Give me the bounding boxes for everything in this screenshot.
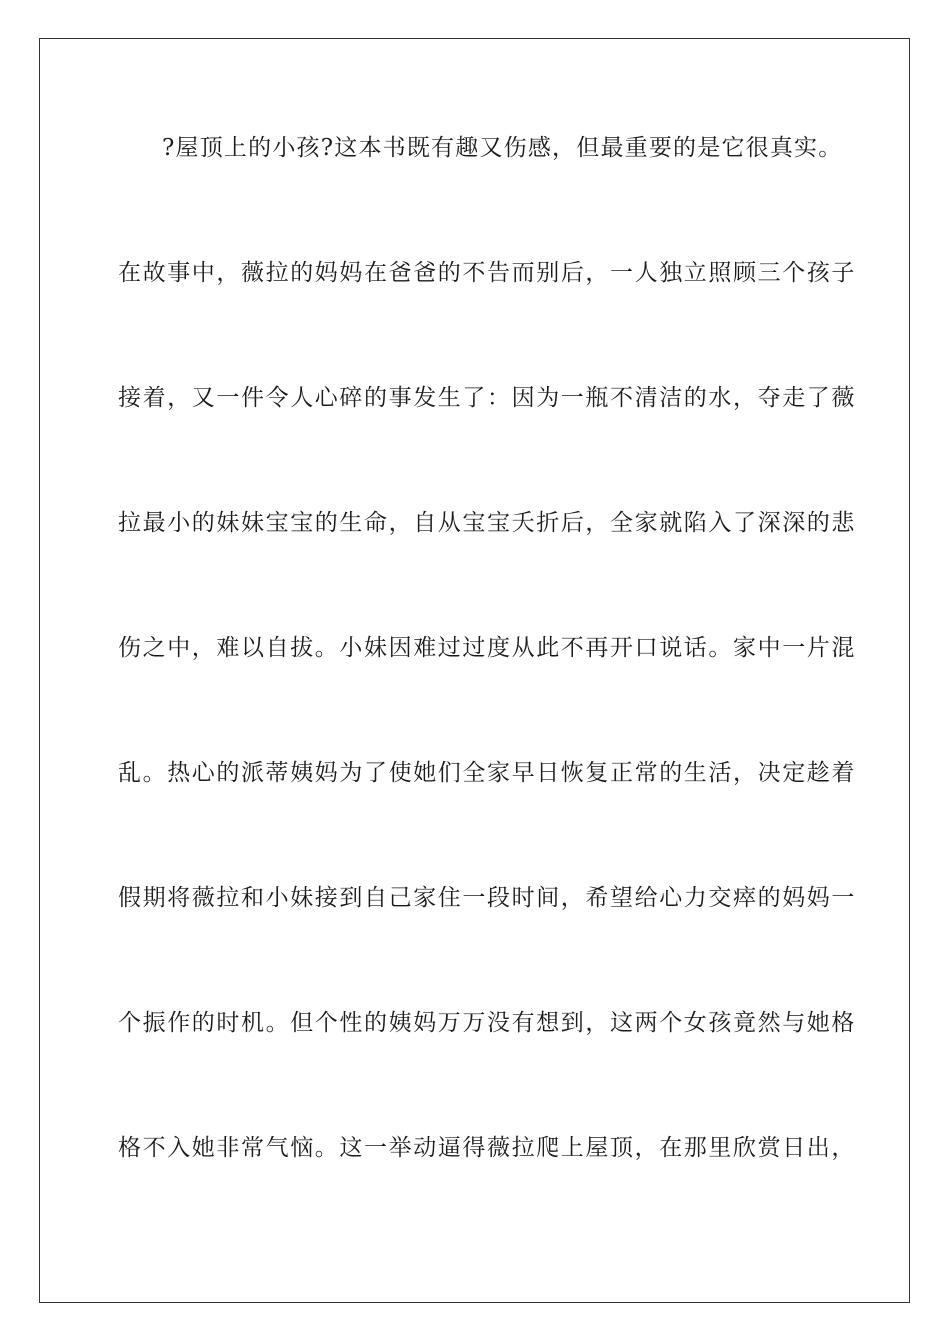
text-line-8: 个振作的时机。但个性的姨妈万万没有想到，这两个女孩竟然与她格 — [118, 1010, 856, 1036]
text-line-7: 假期将薇拉和小妹接到自己家住一段时间，希望给心力交瘁的妈妈一 — [118, 885, 856, 911]
text-line-1: ?屋顶上的小孩?这本书既有趣又伤感，但最重要的是它很真实。 — [162, 135, 843, 161]
text-line-9: 格不入她非常气恼。这一举动逼得薇拉爬上屋顶，在那里欣赏日出， — [118, 1135, 856, 1161]
text-line-3: 接着，又一件令人心碎的事发生了：因为一瓶不清洁的水，夺走了薇 — [118, 385, 856, 411]
page-border — [39, 38, 910, 1303]
text-line-6: 乱。热心的派蒂姨妈为了使她们全家早日恢复正常的生活，决定趁着 — [118, 760, 856, 786]
text-line-5: 伤之中，难以自拔。小妹因难过过度从此不再开口说话。家中一片混 — [118, 635, 856, 661]
text-line-4: 拉最小的妹妹宝宝的生命，自从宝宝夭折后，全家就陷入了深深的悲 — [118, 510, 856, 536]
text-line-2: 在故事中，薇拉的妈妈在爸爸的不告而别后，一人独立照顾三个孩子 — [118, 260, 856, 286]
